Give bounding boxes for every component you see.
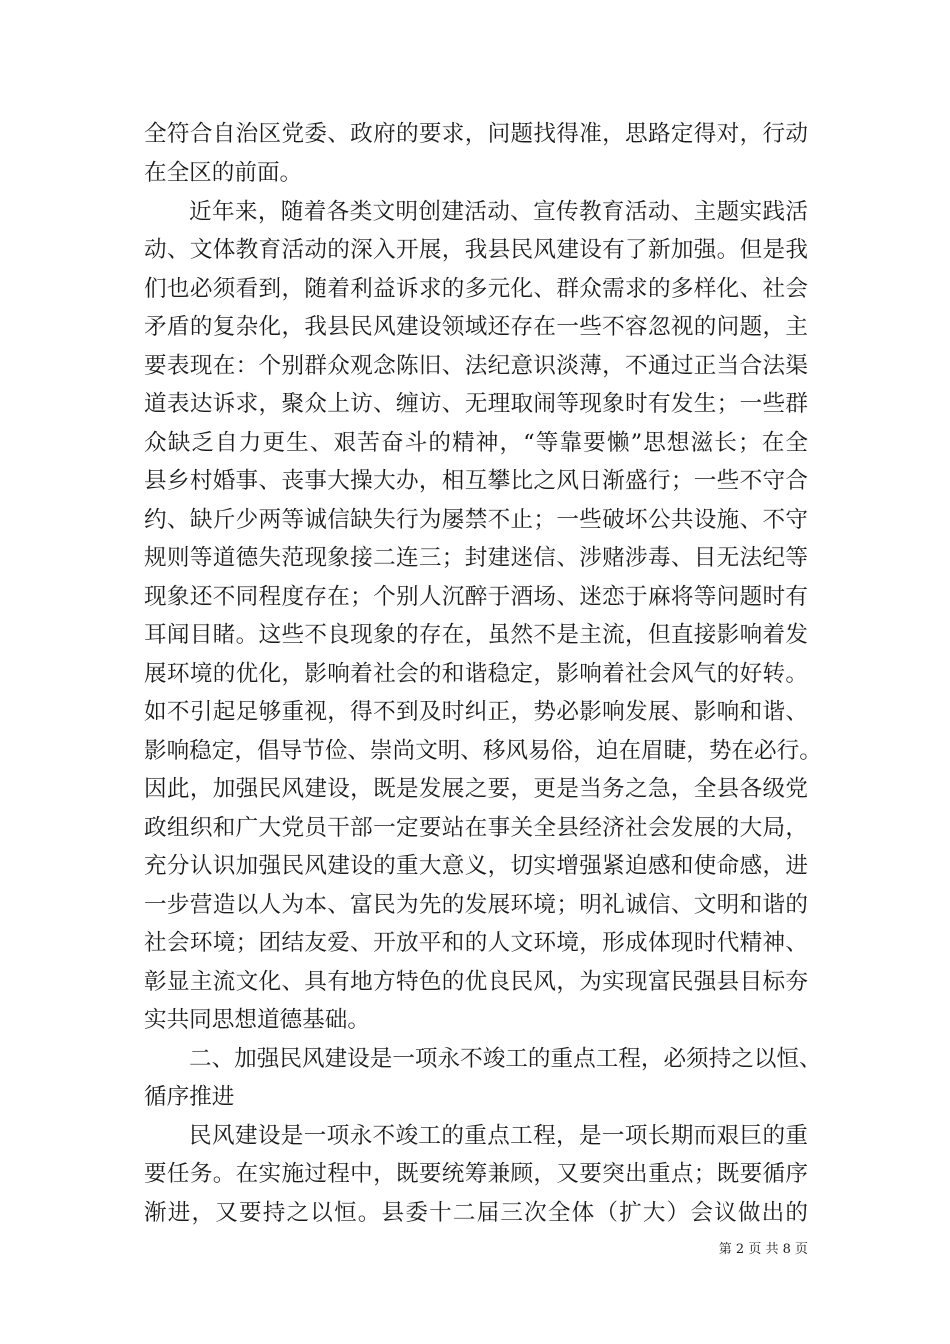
text-line: 们也必须看到，随着利益诉求的多元化、群众需求的多样化、社会 (144, 276, 808, 302)
text-line: 现象还不同程度存在；个别人沉醉于酒场、迷恋于麻将等问题时有 (144, 584, 808, 610)
text-line: 彰显主流文化、具有地方特色的优良民风，为实现富民强县目标夯 (144, 969, 808, 995)
section-heading: 二、加强民风建设是一项永不竣工的重点工程，必须持之以恒、 (189, 1046, 822, 1072)
text-line: 耳闻目睹。这些不良现象的存在，虽然不是主流，但直接影响着发 (144, 622, 808, 648)
text-line: 影响稳定，倡导节俭、崇尚文明、移风易俗，迫在眉睫，势在必行。 (144, 738, 822, 764)
text-line: 众缺乏自力更生、艰苦奋斗的精神，“等靠要懒”思想滋长；在全 (144, 430, 808, 456)
paragraph-first-line: 民风建设是一项永不竣工的重点工程，是一项长期而艰巨的重 (189, 1123, 808, 1149)
text-line: 展环境的优化，影响着社会的和谐稳定，影响着社会风气的好转。 (144, 661, 808, 687)
text-line: 政组织和广大党员干部一定要站在事关全县经济社会发展的大局， (144, 815, 808, 841)
section-heading-cont: 循序推进 (144, 1084, 235, 1110)
text-line: 矛盾的复杂化，我县民风建设领域还存在一些不容忽视的问题，主 (144, 314, 808, 340)
text-line: 如不引起足够重视，得不到及时纠正，势必影响发展、影响和谐、 (144, 699, 808, 725)
text-line: 动、文体教育活动的深入开展，我县民风建设有了新加强。但是我 (144, 237, 808, 263)
text-line: 县乡村婚事、丧事大操大办，相互攀比之风日渐盛行；一些不守合 (144, 468, 808, 494)
text-line: 实共同思想道德基础。 (144, 1007, 370, 1033)
text-line: 在全区的前面。 (144, 160, 303, 186)
text-line: 一步营造以人为本、富民为先的发展环境；明礼诚信、文明和谐的 (144, 892, 808, 918)
text-line: 社会环境；团结友爱、开放平和的人文环境，形成体现时代精神、 (144, 930, 808, 956)
text-line: 约、缺斤少两等诚信缺失行为屡禁不止；一些破坏公共设施、不守 (144, 507, 808, 533)
text-line: 要表现在：个别群众观念陈旧、法纪意识淡薄，不通过正当合法渠 (144, 353, 808, 379)
paragraph-first-line: 近年来，随着各类文明创建活动、宣传教育活动、主题实践活 (189, 199, 808, 225)
text-line: 要任务。在实施过程中，既要统筹兼顾，又要突出重点；既要循序 (144, 1161, 808, 1187)
text-line: 因此，加强民风建设，既是发展之要，更是当务之急，全县各级党 (144, 776, 808, 802)
page-number-footer: 第 2 页 共 8 页 (718, 1242, 808, 1257)
text-line: 渐进，又要持之以恒。县委十二届三次全体（扩大）会议做出的 (144, 1200, 808, 1226)
text-line: 充分认识加强民风建设的重大意义，切实增强紧迫感和使命感，进 (144, 853, 808, 879)
text-line: 规则等道德失范现象接二连三；封建迷信、涉赌涉毒、目无法纪等 (144, 545, 808, 571)
text-line: 道表达诉求，聚众上访、缠访、无理取闹等现象时有发生；一些群 (144, 391, 808, 417)
text-line: 全符合自治区党委、政府的要求，问题找得准，思路定得对，行动 (144, 121, 808, 147)
